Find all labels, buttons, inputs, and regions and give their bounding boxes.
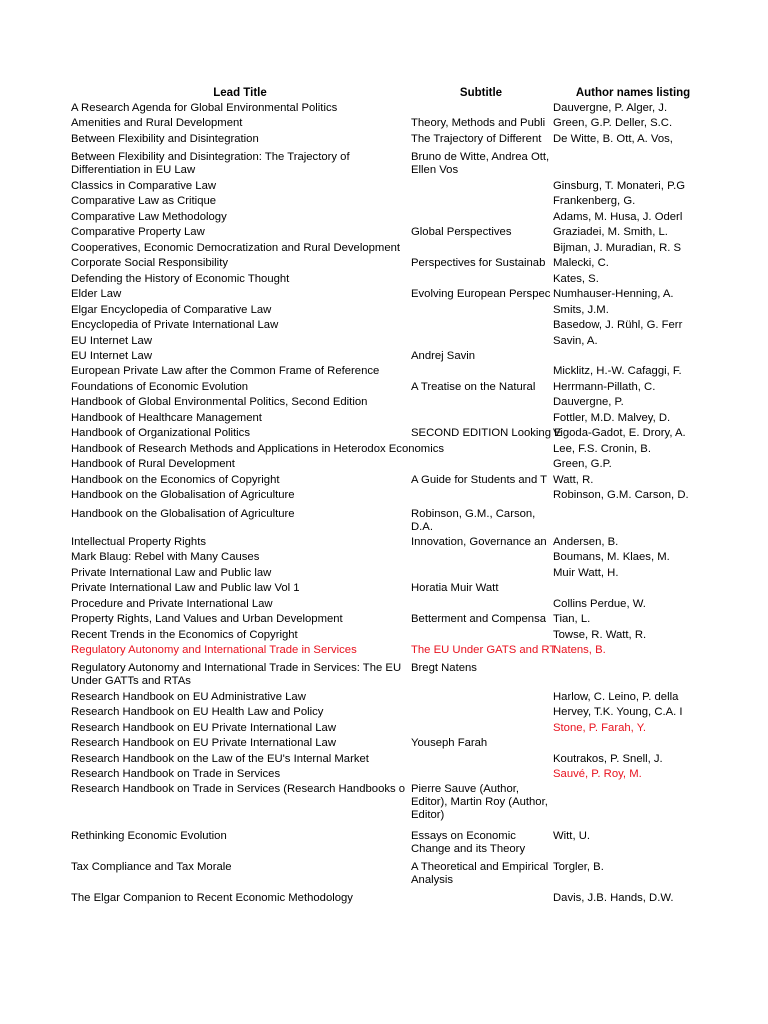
subtitle-cell: Bregt Natens [411,662,477,674]
lead-title-cell: Handbook of Healthcare Management [71,412,262,424]
subtitle-cell: Robinson, G.M., Carson, D.A. [411,508,536,533]
lead-title-cell: A Research Agenda for Global Environmental Politics [71,102,338,114]
lead-title-cell: Recent Trends in the Economics of Copyright [71,629,298,641]
author-names-cell: Dauvergne, P. Alger, J. [553,102,668,114]
author-names-cell: Towse, R. Watt, R. [553,629,647,641]
subtitle-cell: Perspectives for Sustainab [411,257,546,269]
lead-title-cell: Rethinking Economic Evolution [71,830,227,842]
author-names-cell: Graziadei, M. Smith, L. [553,226,668,238]
subtitle-cell: Bruno de Witte, Andrea Ott, Ellen Vos [411,151,550,176]
author-names-cell: Robinson, G.M. Carson, D. [553,489,689,501]
lead-title-cell: Regulatory Autonomy and International Trade in Services [71,644,357,656]
lead-title-cell: Corporate Social Responsibility [71,257,228,269]
lead-title-cell: Procedure and Private International Law [71,598,273,610]
lead-title-cell: Private International Law and Public law [71,567,272,579]
header-author-names: Author names listing [575,87,691,99]
lead-title-cell: EU Internet Law [71,350,153,362]
author-names-cell: Watt, R. [553,474,594,486]
header-lead-title: Lead Title [213,87,267,99]
author-names-cell: Savin, A. [553,335,598,347]
subtitle-cell: Essays on Economic Change and its Theory [411,830,526,855]
lead-title-cell: EU Internet Law [71,335,153,347]
lead-title-cell: European Private Law after the Common Frame of Reference [71,365,380,377]
subtitle-cell: Theory, Methods and Publi [411,117,546,129]
lead-title-cell: Classics in Comparative Law [71,180,217,192]
subtitle-cell: SECOND EDITION Looking E [411,427,562,439]
lead-title-cell: Research Handbook on EU Private International Law [71,722,337,734]
lead-title-cell: Research Handbook on Trade in Services [71,768,281,780]
author-names-cell: Koutrakos, P. Snell, J. [553,753,663,765]
author-names-cell: Kates, S. [553,273,599,285]
subtitle-cell: The EU Under GATS and RT [411,644,557,656]
subtitle-cell: A Guide for Students and T [411,474,548,486]
lead-title-cell: Elder Law [71,288,122,300]
author-names-cell: Fottler, M.D. Malvey, D. [553,412,671,424]
lead-title-cell: Property Rights, Land Values and Urban Development [71,613,343,625]
subtitle-cell: Global Perspectives [411,226,512,238]
lead-title-cell: Comparative Law as Critique [71,195,217,207]
author-names-cell: Hervey, T.K. Young, C.A. I [553,706,683,718]
lead-title-cell: Research Handbook on Trade in Services (Research Handbooks o [71,783,406,795]
lead-title-cell: Between Flexibility and Disintegration [71,133,259,145]
lead-title-cell: Handbook of Organizational Politics [71,427,250,439]
lead-title-cell: Handbook on the Globalisation of Agriculture [71,489,295,501]
lead-title-cell: Between Flexibility and Disintegration: The Trajectory of Differentiation in EU Law [71,151,350,176]
subtitle-cell: Evolving European Perspec [411,288,551,300]
subtitle-cell: Innovation, Governance an [411,536,547,548]
lead-title-cell: Intellectual Property Rights [71,536,207,548]
author-names-cell: Collins Perdue, W. [553,598,646,610]
lead-title-cell: Elgar Encyclopedia of Comparative Law [71,304,272,316]
lead-title-cell: Cooperatives, Economic Democratization and Rural Development [71,242,401,254]
author-names-cell: Malecki, C. [553,257,609,269]
author-names-cell: Smits, J.M. [553,304,609,316]
header-subtitle: Subtitle [459,87,503,99]
author-names-cell: Micklitz, H.-W. Cafaggi, F. [553,365,682,377]
subtitle-cell: Pierre Sauve (Author, Editor), Martin Roy (Author, Editor) [411,783,548,821]
author-names-cell: Ginsburg, T. Monateri, P.G [553,180,686,192]
lead-title-cell: Encyclopedia of Private International Law [71,319,279,331]
lead-title-cell: Handbook of Research Methods and Applications in Heterodox Economics [71,443,445,455]
lead-title-cell: Handbook on the Globalisation of Agriculture [71,508,295,520]
lead-title-cell: Handbook on the Economics of Copyright [71,474,280,486]
author-names-cell: Adams, M. Husa, J. Oderl [553,211,683,223]
lead-title-cell: Research Handbook on EU Administrative Law [71,691,306,703]
lead-title-cell: Research Handbook on the Law of the EU's Internal Market [71,753,369,765]
author-names-cell: Lee, F.S. Cronin, B. [553,443,651,455]
lead-title-cell: Regulatory Autonomy and International Trade in Services: The EU Under GATTs and RTAs [71,662,402,687]
lead-title-cell: Amenities and Rural Development [71,117,243,129]
subtitle-cell: Youseph Farah [411,737,488,749]
subtitle-cell: Andrej Savin [411,350,476,362]
subtitle-cell: A Treatise on the Natural [411,381,536,393]
author-names-cell: Vigoda-Gadot, E. Drory, A. [553,427,686,439]
author-names-cell: Dauvergne, P. [553,396,624,408]
author-names-cell: Stone, P. Farah, Y. [553,722,646,734]
subtitle-cell: The Trajectory of Different [411,133,542,145]
lead-title-cell: Handbook of Rural Development [71,458,235,470]
author-names-cell: Witt, U. [553,830,591,842]
lead-title-cell: Comparative Property Law [71,226,205,238]
lead-title-cell: Research Handbook on EU Private International Law [71,737,337,749]
author-names-cell: Davis, J.B. Hands, D.W. [553,892,674,904]
author-names-cell: Boumans, M. Klaes, M. [553,551,670,563]
author-names-cell: Harlow, C. Leino, P. della [553,691,679,703]
author-names-cell: Herrmann-Pillath, C. [553,381,656,393]
lead-title-cell: Private International Law and Public law Vol 1 [71,582,300,594]
subtitle-cell: Betterment and Compensa [411,613,547,625]
lead-title-cell: The Elgar Companion to Recent Economic Methodology [71,892,353,904]
author-names-cell: Green, G.P. Deller, S.C. [553,117,673,129]
author-names-cell: Andersen, B. [553,536,619,548]
author-names-cell: Natens, B. [553,644,606,656]
author-names-cell: Tian, L. [553,613,591,625]
lead-title-cell: Foundations of Economic Evolution [71,381,249,393]
lead-title-cell: Handbook of Global Environmental Politics, Second Edition [71,396,368,408]
lead-title-cell: Tax Compliance and Tax Morale [71,861,232,873]
lead-title-cell: Comparative Law Methodology [71,211,227,223]
author-names-cell: Frankenberg, G. [553,195,636,207]
lead-title-cell: Defending the History of Economic Thought [71,273,290,285]
author-names-cell: Muir Watt, H. [553,567,619,579]
author-names-cell: Numhauser-Henning, A. [553,288,674,300]
author-names-cell: Sauvé, P. Roy, M. [553,768,642,780]
author-names-cell: Basedow, J. Rühl, G. Ferr [553,319,683,331]
author-names-cell: Green, G.P. [553,458,612,470]
subtitle-cell: A Theoretical and Empirical Analysis [411,861,549,886]
author-names-cell: Torgler, B. [553,861,604,873]
author-names-cell: De Witte, B. Ott, A. Vos, [553,133,673,145]
lead-title-cell: Mark Blaug: Rebel with Many Causes [71,551,260,563]
author-names-cell: Bijman, J. Muradian, R. S [553,242,682,254]
subtitle-cell: Horatia Muir Watt [411,582,499,594]
lead-title-cell: Research Handbook on EU Health Law and Policy [71,706,324,718]
